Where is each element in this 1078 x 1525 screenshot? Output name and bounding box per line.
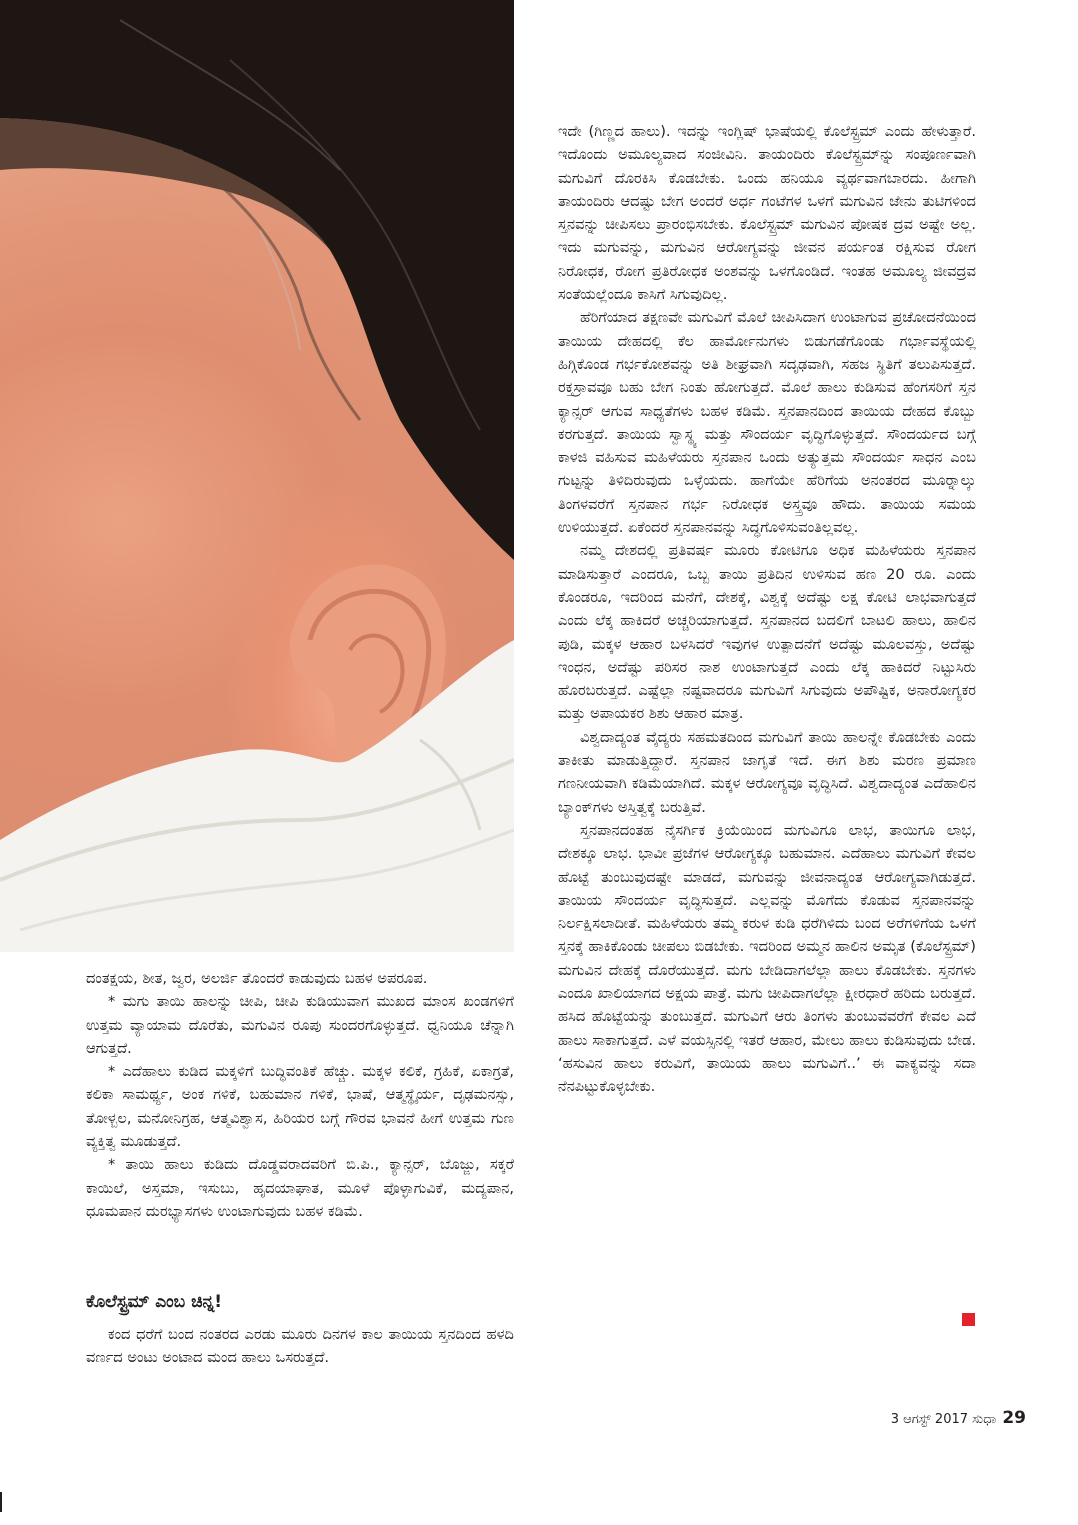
left-column-after-heading <box>86 1323 514 1370</box>
left-paragraph: * ತಾಯಿ ಹಾಲು ಕುಡಿದು ದೊಡ್ಡವರಾದವರಿಗೆ ಬಿ.ಪಿ., ಕ್ಯಾನ್ಸರ್, ಬೊಜ್ಜು, ಸಕ್ಕರೆ ಕಾಯಿಲೆ, ಅಸ್ತಮಾ, ಇಸುಬು, ಹೃದಯಾಘಾತ, ಮೂಳೆ ಪೊಳ್ಳಾಗುವಿಕೆ, ಮದ್ಯಪಾನ, ಧೂಮಪಾನ ದುರಭ್ಯಾಸಗಳು ಉಂಟಾಗುವುದು ಬಹಳ ಕಡಿಮೆ. <box>86 1156 514 1220</box>
left-paragraph: * ಎದೆಹಾಲು ಕುಡಿದ ಮಕ್ಕಳಿಗೆ ಬುದ್ಧಿವಂತಿಕೆ ಹೆಚ್ಚು. ಮಕ್ಕಳ ಕಲಿಕೆ, ಗ್ರಹಿಕೆ, ಏಕಾಗ್ರತೆ, ಕಲಿಕಾ ಸಾಮರ್ಥ್ಯ, ಅಂಕ ಗಳಿಕೆ, ಬಹುಮಾನ ಗಳಿಕೆ, ಭಾಷೆ, ಆತ್ಮಸ್ಥೈರ್ಯ, ದೃಢಮನಸ್ಸು, ತೋಳ್ಬಲ, ಮನೋನಿಗ್ರಹ, ಆತ್ಮವಿಶ್ವಾಸ, ಹಿರಿಯರ ಬಗ್ಗೆ ಗೌರವ ಭಾವನೆ ಹೀಗೆ ಉತ್ತಮ ಗುಣ ವ್ಯಕ್ತಿತ್ವ ಮೂಡುತ್ತದೆ. <box>86 1063 514 1151</box>
issue-date: 3 ಆಗಸ್ಟ್ 2017 <box>890 1412 969 1427</box>
baby-ear-photo <box>0 0 514 952</box>
left-column-body <box>86 967 514 1223</box>
right-paragraph: ಇದೇ (ಗಿಣ್ಣದ ಹಾಲು). ಇದನ್ನು ಇಂಗ್ಲಿಷ್ ಭಾಷೆಯಲ್ಲಿ ಕೊಲೆಸ್ಟ್ರಮ್ ಎಂದು ಹೇಳುತ್ತಾರೆ. ಇದೊಂದು ಅಮೂಲ್ಯವಾದ ಸಂಜೀವಿನಿ. ತಾಯಂದಿರು ಕೊಲೆಸ್ಟ್ರಮ್‌ನ್ನು ಸಂಪೂರ್ಣವಾಗಿ ಮಗುವಿಗೆ ದೊರಕಿಸಿ ಕೊಡಬೇಕು. ಒಂದು ಹನಿಯೂ ವ್ಯರ್ಥವಾಗಬಾರದು. ಹೀಗಾಗಿ ತಾಯಂದಿರು ಆದಷ್ಟು ಬೇಗ ಅಂದರೆ ಅರ್ಧ ಗಂಟೆಗಳ ಒಳಗೆ ಮಗುವಿನ ಜೇನು ತುಟಿಗಳಿಂದ ಸ್ತನವನ್ನು ಚೀಪಿಸಲು ಪ್ರಾರಂಭಿಸಬೇಕು. ಕೊಲೆಸ್ಟ್ರಮ್ ಮಗುವಿನ ಪೋಷಕ ದ್ರವ ಅಷ್ಟೇ ಅಲ್ಲ. ಇದು ಮಗುವನ್ನು, ಮಗುವಿನ ಆರೋಗ್ಯವನ್ನು ಜೀವನ ಪರ್ಯಂತ ರಕ್ಷಿಸುವ ರೋಗ ನಿರೋಧಕ, ರೋಗ ಪ್ರತಿರೋಧಕ ಅಂಶವನ್ನು ಒಳಗೊಂಡಿದೆ. ಇಂತಹ ಅಮೂಲ್ಯ ಜೀವದ್ರವ ಸಂತೆಯಲ್ಲೆಂದೂ ಕಾಸಿಗೆ ಸಿಗುವುದಿಲ್ಲ. <box>558 123 976 304</box>
left-paragraph: ದಂತಕ್ಷಯ, ಶೀತ, ಜ್ವರ, ಅಲರ್ಜಿ ತೊಂದರೆ ಕಾಡುವುದು ಬಹಳ ಅಪರೂಪ. <box>86 970 428 987</box>
magazine-name: ಸುಧಾ <box>972 1412 997 1427</box>
right-paragraph: ಹೆರಿಗೆಯಾದ ತಕ್ಷಣವೇ ಮಗುವಿಗೆ ಮೊಲೆ ಚೀಪಿಸಿದಾಗ ಉಂಟಾಗುವ ಪ್ರಚೋದನೆಯಿಂದ ತಾಯಿಯ ದೇಹದಲ್ಲಿ ಕೆಲ ಹಾರ್ಮೋನುಗಳು ಬಿಡುಗಡೆಗೊಂಡು ಗರ್ಭಾವಸ್ಥೆಯಲ್ಲಿ ಹಿಗ್ಗಿಕೊಂಡ ಗರ್ಭಕೋಶವನ್ನು ಅತಿ ಶೀಘ್ರವಾಗಿ ಸದೃಢವಾಗಿ, ಸಹಜ ಸ್ಥಿತಿಗೆ ತಲುಪಿಸುತ್ತದೆ. ರಕ್ತಸ್ರಾವವೂ ಬಹು ಬೇಗ ನಿಂತು ಹೋಗುತ್ತದೆ. ಮೊಲೆ ಹಾಲು ಕುಡಿಸುವ ಹೆಂಗಸರಿಗೆ ಸ್ತನ ಕ್ಯಾನ್ಸರ್ ಆಗುವ ಸಾಧ್ಯತೆಗಳು ಬಹಳ ಕಡಿಮೆ. ಸ್ತನಪಾನದಿಂದ ತಾಯಿಯ ದೇಹದ ಕೊಬ್ಬು ಕರಗುತ್ತದೆ. ತಾಯಿಯ ಸ್ವಾಸ್ಥ್ಯ ಮತ್ತು ಸೌಂದರ್ಯ ವೃದ್ಧಿಗೊಳ್ಳುತ್ತದೆ. ಸೌಂದರ್ಯದ ಬಗ್ಗೆ ಕಾಳಜಿ ವಹಿಸುವ ಮಹಿಳೆಯರು ಸ್ತನಪಾನ ಒಂದು ಅತ್ಯುತ್ತಮ ಸೌಂದರ್ಯ ಸಾಧನ ಎಂಬ ಗುಟ್ಟನ್ನು ತಿಳಿದಿರುವುದು ಒಳ್ಳೆಯದು. ಹಾಗೆಯೇ ಹೆರಿಗೆಯ ಅನಂತರದ ಮೂರ್‍ನಾಲ್ಕು ತಿಂಗಳವರೆಗೆ ಸ್ತನಪಾನ ಗರ್ಭ ನಿರೋಧಕ ಅಸ್ತ್ರವೂ ಹೌದು. ತಾಯಿಯ ಸಮಯ ಉಳಿಯುತ್ತದೆ. ಏಕೆಂದರೆ ಸ್ತನಪಾನವನ್ನು ಸಿದ್ಧಗೊಳಿಸುವಂತಿಲ್ಲವಲ್ಲ. <box>558 309 976 537</box>
margin-rule <box>0 1492 2 1512</box>
page-footer <box>891 1408 1026 1428</box>
left-paragraph: * ಮಗು ತಾಯಿ ಹಾಲನ್ನು ಚೀಪಿ, ಚೀಪಿ ಕುಡಿಯುವಾಗ ಮುಖದ ಮಾಂಸ ಖಂಡಗಳಿಗೆ ಉತ್ತಮ ವ್ಯಾಯಾಮ ದೊರೆತು, ಮಗುವಿನ ರೂಪು ಸುಂದರಗೊಳ್ಳುತ್ತದೆ. ಧ್ವನಿಯೂ ಚೆನ್ನಾಗಿ ಆಗುತ್ತದೆ. <box>86 993 514 1057</box>
right-paragraph: ನಮ್ಮ ದೇಶದಲ್ಲಿ ಪ್ರತಿವರ್ಷ ಮೂರು ಕೋಟಿಗೂ ಅಧಿಕ ಮಹಿಳೆಯರು ಸ್ತನಪಾನ ಮಾಡಿಸುತ್ತಾರೆ ಎಂದರೂ, ಒಬ್ಬ ತಾಯಿ ಪ್ರತಿದಿನ ಉಳಿಸುವ ಹಣ 20 ರೂ. ಎಂದು ಕೊಂಡರೂ, ಇದರಿಂದ ಮನೆಗೆ, ದೇಶಕ್ಕೆ, ವಿಶ್ವಕ್ಕೆ ಅದೆಷ್ಟು ಲಕ್ಷ ಕೋಟಿ ಲಾಭವಾಗುತ್ತದೆ ಎಂದು ಲೆಕ್ಕ ಹಾಕಿದರೆ ಅಚ್ಚರಿಯಾಗುತ್ತದೆ. ಸ್ತನಪಾನದ ಬದಲಿಗೆ ಬಾಟಲಿ ಹಾಲು, ಹಾಲಿನ ಪುಡಿ, ಮಕ್ಕಳ ಆಹಾರ ಬಳಸಿದರೆ ಇವುಗಳ ಉತ್ಪಾದನೆಗೆ ಅದೆಷ್ಟು ಮೂಲವಸ್ತು, ಅದೆಷ್ಟು ಇಂಧನ, ಅದೆಷ್ಟು ಪರಿಸರ ನಾಶ ಉಂಟಾಗುತ್ತದೆ ಎಂದು ಲೆಕ್ಕ ಹಾಕಿದರೆ ನಿಟ್ಟುಸಿರು ಹೊರಬರುತ್ತದೆ. ಎಷ್ಟೆಲ್ಲಾ ನಷ್ಟವಾದರೂ ಮಗುವಿಗೆ ಸಿಗುವುದು ಅಪೌಷ್ಟಿಕ, ಅನಾರೋಗ್ಯಕರ ಮತ್ತು ಅಪಾಯಕರ ಶಿಶು ಆಹಾರ ಮಾತ್ರ. <box>558 542 976 723</box>
left-paragraph: ಕಂದ ಧರೆಗೆ ಬಂದ ನಂತರದ ಎರಡು ಮೂರು ದಿನಗಳ ಕಾಲ ತಾಯಿಯ ಸ್ತನದಿಂದ ಹಳದಿ ವರ್ಣದ ಅಂಟು ಅಂಟಾದ ಮಂದ ಹಾಲು ಒಸರುತ್ತದೆ. <box>86 1326 514 1367</box>
section-subheading: ಕೊಲೆಸ್ಟ್ರಮ್ ಎಂಬ ಚಿನ್ನ! <box>86 1292 223 1312</box>
article-end-square-icon <box>962 1313 975 1326</box>
right-paragraph: ವಿಶ್ವದಾದ್ಯಂತ ವೈದ್ಯರು ಸಹಮತದಿಂದ ಮಗುವಿಗೆ ತಾಯಿ ಹಾಲನ್ನೇ ಕೊಡಬೇಕು ಎಂದು ತಾಕೀತು ಮಾಡುತ್ತಿದ್ದಾರೆ. ಸ್ತನಪಾನ ಜಾಗೃತೆ ಇದೆ. ಈಗ ಶಿಶು ಮರಣ ಪ್ರಮಾಣ ಗಣನೀಯವಾಗಿ ಕಡಿಮೆಯಾಗಿದೆ. ಮಕ್ಕಳ ಆರೋಗ್ಯವೂ ವೃದ್ಧಿಸಿದೆ. ವಿಶ್ವದಾದ್ಯಂತ ಎದೆಹಾಲಿನ ಬ್ಯಾಂಕ್‌ಗಳು ಅಸ್ತಿತ್ವಕ್ಕೆ ಬರುತ್ತಿವೆ. <box>558 728 976 816</box>
page-number: 29 <box>1002 1408 1026 1428</box>
baby-ear-icon <box>0 0 514 952</box>
right-paragraph: ಸ್ತನಪಾನದಂತಹ ನೈಸರ್ಗಿಕ ಕ್ರಿಯೆಯಿಂದ ಮಗುವಿಗೂ ಲಾಭ, ತಾಯಿಗೂ ಲಾಭ, ದೇಶಕ್ಕೂ ಲಾಭ. ಭಾವೀ ಪ್ರಜೆಗಳ ಆರೋಗ್ಯಕ್ಕೂ ಬಹುಮಾನ. ಎದೆಹಾಲು ಮಗುವಿಗೆ ಕೇವಲ ಹೊಟ್ಟೆ ತುಂಬುವುದಷ್ಟೇ ಮಾಡದೆ, ಮಗುವನ್ನು ಜೀವನಾದ್ಯಂತ ಆರೋಗ್ಯವಾಗಿಡುತ್ತದೆ. ತಾಯಿಯ ಸೌಂದರ್ಯ ವೃದ್ಧಿಸುತ್ತದೆ. ಎಲ್ಲವನ್ನು ಮೊಗೆದು ಕೊಡುವ ಸ್ತನಪಾನವನ್ನು ನಿರ್ಲಕ್ಷಿಸಲಾದೀತೆ. ಮಹಿಳೆಯರು ತಮ್ಮ ಕರುಳ ಕುಡಿ ಧರೆಗಿಳಿದು ಬಂದ ಅರೆಗಳಿಗೆಯ ಒಳಗೆ ಸ್ತನಕ್ಕೆ ಹಾಕಿಕೊಂಡು ಚೀಪಲು ಬಿಡಬೇಕು. ಇದರಿಂದ ಅಮ್ಮನ ಹಾಲಿನ ಅಮೃತ (ಕೊಲೆಸ್ಟ್ರಮ್) ಮಗುವಿನ ದೇಹಕ್ಕೆ ದೊರೆಯುತ್ತದೆ. ಮಗು ಬೇಡಿದಾಗಲೆಲ್ಲಾ ಹಾಲು ಕೊಡಬೇಕು. ಸ್ತನಗಳು ಎಂದೂ ಖಾಲಿಯಾಗದ ಅಕ್ಷಯ ಪಾತ್ರೆ. ಮಗು ಚೀಪಿದಾಗಲೆಲ್ಲಾ ಕ್ಷೀರಧಾರೆ ಹರಿದು ಬರುತ್ತದೆ. ಹಸಿದ ಹೊಟ್ಟೆಯನ್ನು ತುಂಬುತ್ತದೆ. ಮಗುವಿಗೆ ಆರು ತಿಂಗಳು ತುಂಬುವವರೆಗೆ ಕೇವಲ ಎದೆ ಹಾಲು ಸಾಕಾಗುತ್ತದೆ. ಎಳೆ ವಯಸ್ಸಿನಲ್ಲಿ ಇತರೆ ಆಹಾರ, ಮೇಲು ಹಾಲು ಕುಡಿಸುವುದು ಬೇಡ. ‘ಹಸುವಿನ ಹಾಲು ಕರುವಿಗೆ, ತಾಯಿಯ ಹಾಲು ಮಗುವಿಗೆ..’ ಈ ವಾಕ್ಯವನ್ನು ಸದಾ ನೆನಪಿಟ್ಟುಕೊಳ್ಳಬೇಕು. <box>558 821 976 1096</box>
right-column-body <box>558 120 976 1098</box>
